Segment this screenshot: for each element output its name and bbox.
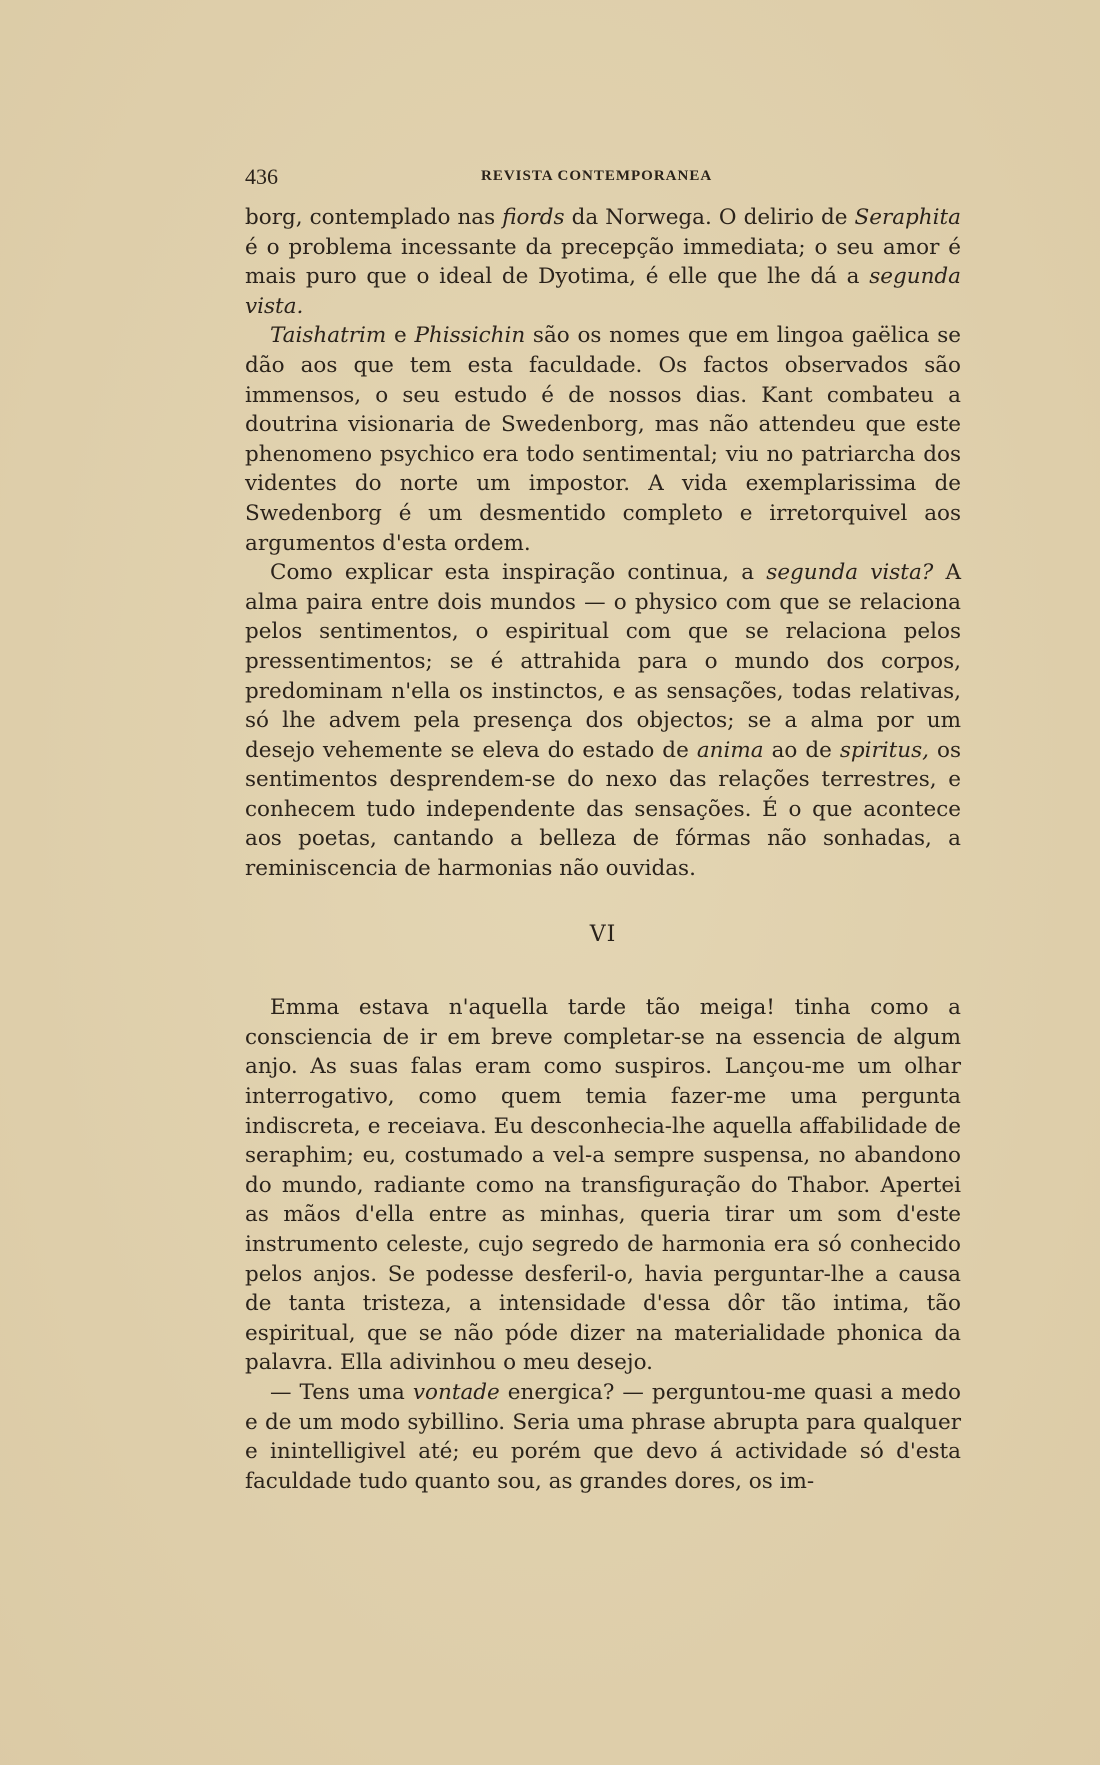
paragraph-5: — Tens uma vontade energica? — perguntou-me quasi a medo e de um modo sybillino. Seria uma phrase abrupta para qualquer e inintelligivel até; eu porém que devo á actividade só d'esta faculdade tudo quanto sou, as grandes dores, os im- (245, 1379, 961, 1494)
paragraph-1: borg, contemplado nas fiords da Norwega. O delirio de Seraphita é o problema incessante da precepção immediata; o seu amor é mais puro que o ideal de Dyotima, é elle que lhe dá a segunda vista. (245, 205, 961, 319)
paragraph-3: Como explicar esta inspiração continua, a segunda vista? A alma paira entre dois mundos — o physico com que se relaciona pelos sentimentos, o espiritual com que se relaciona pelos pressentimentos; se é attrahida para o mundo dos corpos, predominam n'ella os instinctos, e as sensações, todas relativas, só lhe advem pela presença dos objectos; se a alma por um desejo vehemente se eleva do estado de anima ao de spiritus, os sentimentos desprendem-se do nexo das relações terrestres, e conhecem tudo independente das sensações. É o que acontece aos poetas, cantando a belleza de fórmas não sonhadas, a reminiscencia de harmonias não ouvidas. (245, 560, 961, 882)
page-number: 436 (245, 164, 278, 189)
running-head: REVISTA CONTEMPORANEA (481, 168, 713, 184)
paragraph-2: Taishatrim e Phissichin são os nomes que em lingoa gaëlica se dão aos que tem esta faculdade. Os factos observados são immensos, o seu estudo é de nossos dias. Kant combateu a doutrina visionaria de Swedenborg, mas não attendeu que este phenomeno psychico era todo sentimental; viu no patriarcha dos videntes do norte um impostor. A vida exemplarissima de Swedenborg é um desmentido completo e irretorquivel aos argumentos d'esta ordem. (245, 323, 961, 556)
body-text (245, 203, 961, 1496)
paragraph-4: Emma estava n'aquella tarde tão meiga! tinha como a consciencia de ir em breve completar-se na essencia de algum anjo. As suas falas eram como suspiros. Lançou-me um olhar interrogativo, como quem temia fazer-me uma pergunta indiscreta, e receiava. Eu desconhecia-lhe aquella affabilidade de seraphim; eu, costumado a vel-a sempre suspensa, no abandono do mundo, radiante como na transfiguração do Thabor. Apertei as mãos d'ella entre as minhas, queria tirar um som d'este instrumento celeste, cujo segredo de harmonia era só conhecido pelos anjos. Se podesse desferil-o, havia perguntar-lhe a causa de tanta tristeza, a intensidade d'essa dôr tão intima, tão espiritual, que se não póde dizer na materialidade phonica da palavra. Ella adivinhou o meu desejo. (245, 995, 961, 1376)
page-header (245, 160, 965, 190)
section-heading: VI (589, 921, 617, 947)
